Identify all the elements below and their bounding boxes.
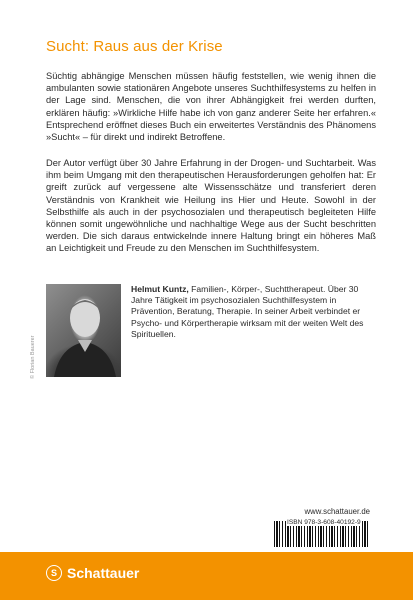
blurb-paragraph-1: Süchtig abhängige Menschen müssen häufig feststellen, wie wenig ihnen die ambulanten sowie stationären Angebote unseres Suchthilfesystems zu helfen in der Lage sind. Menschen, die von ihrer Abhängigkeit frei werden durften, erklären häufig: »Wirkliche Hilfe habe ich von ganz anderer Seite her erfahren.« Entsprechend eröffnet dieses Buch ein erweitertes Verständnis des Phänomens »Sucht« – für direkt und indirekt Betroffene.: [46, 71, 376, 143]
photo-credit: © Florian Bauerer: [30, 335, 36, 379]
author-bio-text: Familien-, Körper-, Suchttherapeut. Über 30 Jahre Tätigkeit im psychosozialen Suchthilfesystem in Prävention, Beratung, Therapie. In seiner Arbeit verbindet er Psycho- und Körpertherapie wirksam mit der weiten Welt des Spirituellen.: [131, 284, 364, 339]
author-bio: [131, 284, 371, 340]
author-photo: [46, 284, 121, 377]
publisher-s-icon: S: [46, 565, 62, 581]
blurb-paragraph-2: Der Autor verfügt über 30 Jahre Erfahrung in der Drogen- und Suchtarbeit. Was ihm beim Umgang mit den therapeutischen Herausforderungen geholfen hat: Er greift zurück auf vergessene alte Wissensschätze und transferiert deren Verständnis von Krankheit wie Heilung ins Hier und Heute. Sowohl in der Selbsthilfe als auch in der psychosozialen und therapeutisch begleiteten Hilfe können somit ungewöhnliche und nachhaltige Wege aus der Sucht beschritten werden. Die sich daraus entwickelnde innere Haltung bringt ein höheres Maß an Leichtigkeit und Freude zu den Menschen im Suchthilfesystem.: [46, 158, 376, 254]
publisher-logo: [46, 565, 139, 581]
publisher-name: Schattauer: [67, 565, 140, 581]
author-name: Helmut Kuntz,: [131, 284, 189, 294]
book-title: Sucht: Raus aus der Krise: [46, 38, 223, 55]
publisher-website[interactable]: www.schattauer.de: [304, 507, 370, 516]
isbn-number: ISBN 978-3-608-40192-9: [287, 519, 361, 526]
